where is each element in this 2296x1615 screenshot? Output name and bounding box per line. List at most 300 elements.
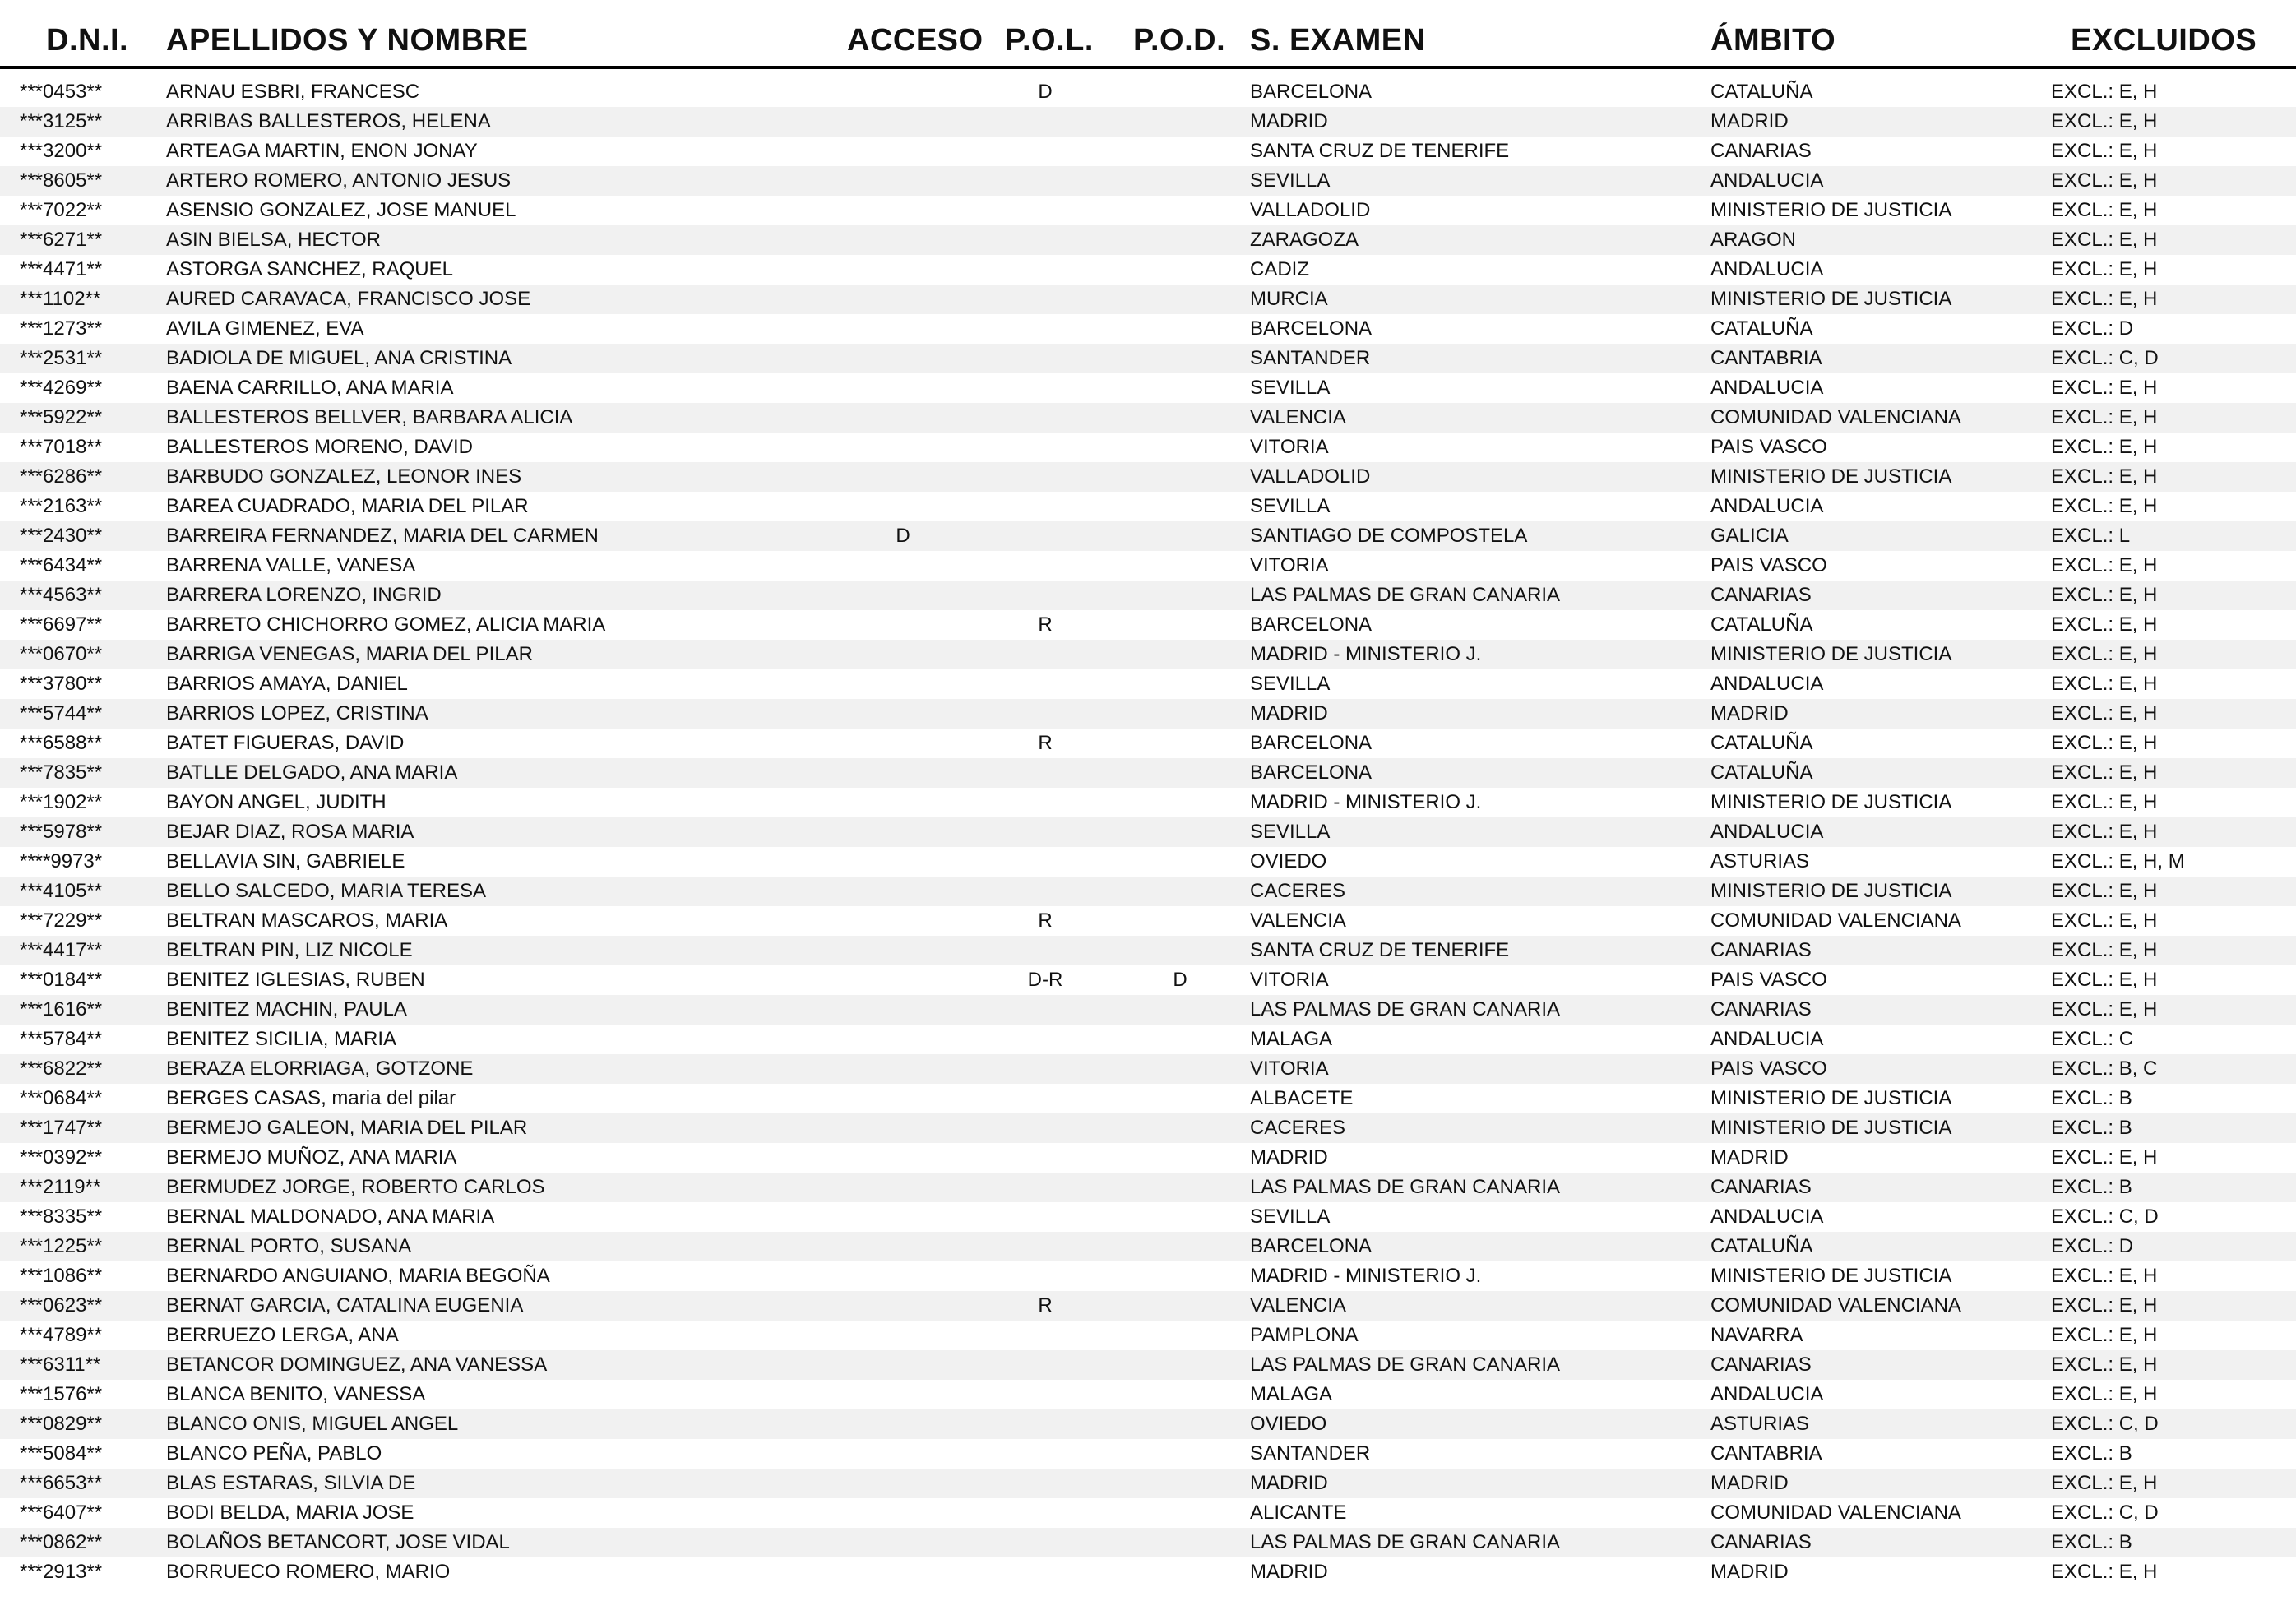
cell-sede: LAS PALMAS DE GRAN CANARIA bbox=[1250, 584, 1560, 606]
cell-name: BERMEJO MUÑOZ, ANA MARIA bbox=[166, 1146, 457, 1168]
cell-pol: D-R bbox=[1027, 969, 1063, 991]
cell-dni: ***1576** bbox=[20, 1383, 103, 1405]
cell-excluidos: EXCL.: E, H bbox=[2051, 643, 2158, 665]
table-row bbox=[0, 965, 2296, 995]
cell-ambito: CANARIAS bbox=[1710, 140, 1812, 162]
table-row bbox=[0, 1261, 2296, 1291]
cell-name: BAYON ANGEL, JUDITH bbox=[166, 791, 387, 813]
table-row bbox=[0, 758, 2296, 788]
cell-name: BENITEZ MACHIN, PAULA bbox=[166, 998, 407, 1020]
cell-name: BERMUDEZ JORGE, ROBERTO CARLOS bbox=[166, 1176, 545, 1198]
cell-dni: ***1747** bbox=[20, 1117, 103, 1139]
cell-excluidos: EXCL.: E, H bbox=[2051, 110, 2158, 132]
cell-name: ASIN BIELSA, HECTOR bbox=[166, 229, 381, 251]
cell-dni: ***0184** bbox=[20, 969, 103, 991]
table-body bbox=[0, 77, 2296, 1587]
cell-excluidos: EXCL.: B bbox=[2051, 1176, 2132, 1198]
cell-ambito: ANDALUCIA bbox=[1710, 169, 1824, 192]
table-row bbox=[0, 610, 2296, 640]
cell-excluidos: EXCL.: C bbox=[2051, 1028, 2134, 1050]
cell-name: BENITEZ SICILIA, MARIA bbox=[166, 1028, 397, 1050]
cell-sede: MURCIA bbox=[1250, 288, 1328, 310]
table-row bbox=[0, 847, 2296, 877]
cell-sede: BARCELONA bbox=[1250, 732, 1373, 754]
table-row bbox=[0, 1084, 2296, 1113]
cell-sede: PAMPLONA bbox=[1250, 1324, 1359, 1346]
cell-ambito: CANARIAS bbox=[1710, 1531, 1812, 1553]
cell-dni: ***3125** bbox=[20, 110, 103, 132]
cell-sede: CADIZ bbox=[1250, 258, 1309, 280]
cell-name: ARRIBAS BALLESTEROS, HELENA bbox=[166, 110, 491, 132]
cell-ambito: CATALUÑA bbox=[1710, 613, 1813, 636]
cell-excluidos: EXCL.: E, H bbox=[2051, 406, 2158, 428]
table-row bbox=[0, 1409, 2296, 1439]
cell-dni: ***7229** bbox=[20, 909, 103, 932]
table-row bbox=[0, 817, 2296, 847]
cell-dni: ***6286** bbox=[20, 465, 103, 488]
table-row bbox=[0, 196, 2296, 225]
cell-name: BARRIOS AMAYA, DANIEL bbox=[166, 673, 408, 695]
table-row bbox=[0, 492, 2296, 521]
cell-ambito: ANDALUCIA bbox=[1710, 821, 1824, 843]
cell-dni: ***6434** bbox=[20, 554, 103, 576]
cell-dni: ***2119** bbox=[20, 1176, 101, 1198]
cell-dni: ***1225** bbox=[20, 1235, 103, 1257]
cell-excluidos: EXCL.: E, H bbox=[2051, 702, 2158, 724]
cell-name: BLAS ESTARAS, SILVIA DE bbox=[166, 1472, 416, 1494]
cell-sede: VITORIA bbox=[1250, 1057, 1329, 1080]
cell-dni: ***7018** bbox=[20, 436, 103, 458]
table-row bbox=[0, 995, 2296, 1025]
cell-dni: ***3780** bbox=[20, 673, 103, 695]
cell-dni: ***4105** bbox=[20, 880, 103, 902]
cell-sede: ALBACETE bbox=[1250, 1087, 1354, 1109]
table-row bbox=[0, 1380, 2296, 1409]
cell-excluidos: EXCL.: E, H bbox=[2051, 199, 2158, 221]
cell-dni: ***1102** bbox=[20, 288, 101, 310]
table-row bbox=[0, 433, 2296, 462]
header-acceso: ACCESO bbox=[847, 23, 984, 58]
cell-excluidos: EXCL.: B bbox=[2051, 1117, 2132, 1139]
cell-sede: SEVILLA bbox=[1250, 377, 1331, 399]
cell-dni: ***6311** bbox=[20, 1354, 101, 1376]
cell-name: BERNAL MALDONADO, ANA MARIA bbox=[166, 1205, 495, 1228]
cell-sede: VALENCIA bbox=[1250, 1294, 1346, 1317]
cell-ambito: COMUNIDAD VALENCIANA bbox=[1710, 1502, 1961, 1524]
cell-excluidos: EXCL.: E, H bbox=[2051, 1383, 2158, 1405]
cell-excluidos: EXCL.: B bbox=[2051, 1442, 2132, 1465]
cell-name: BODI BELDA, MARIA JOSE bbox=[166, 1502, 414, 1524]
cell-sede: BARCELONA bbox=[1250, 1235, 1373, 1257]
cell-sede: VALENCIA bbox=[1250, 406, 1346, 428]
cell-ambito: NAVARRA bbox=[1710, 1324, 1803, 1346]
cell-excluidos: EXCL.: E, H bbox=[2051, 939, 2158, 961]
cell-dni: ***5922** bbox=[20, 406, 103, 428]
cell-excluidos: EXCL.: E, H bbox=[2051, 1146, 2158, 1168]
header-dni: D.N.I. bbox=[46, 23, 129, 58]
cell-dni: ***1086** bbox=[20, 1265, 103, 1287]
table-row bbox=[0, 1469, 2296, 1498]
table-row bbox=[0, 314, 2296, 344]
cell-excluidos: EXCL.: E, H bbox=[2051, 1324, 2158, 1346]
cell-dni: ***6653** bbox=[20, 1472, 103, 1494]
cell-dni: ***4789** bbox=[20, 1324, 103, 1346]
cell-ambito: MADRID bbox=[1710, 1561, 1789, 1583]
cell-dni: ***6697** bbox=[20, 613, 103, 636]
cell-ambito: CATALUÑA bbox=[1710, 761, 1813, 784]
cell-name: BALLESTEROS BELLVER, BARBARA ALICIA bbox=[166, 406, 573, 428]
cell-name: BELTRAN MASCAROS, MARIA bbox=[166, 909, 448, 932]
header-excluidos: EXCLUIDOS bbox=[2071, 23, 2257, 58]
cell-sede: BARCELONA bbox=[1250, 613, 1373, 636]
cell-sede: LAS PALMAS DE GRAN CANARIA bbox=[1250, 1176, 1560, 1198]
cell-sede: MALAGA bbox=[1250, 1028, 1333, 1050]
header-name: APELLIDOS Y NOMBRE bbox=[166, 23, 529, 58]
cell-name: BLANCO PEÑA, PABLO bbox=[166, 1442, 382, 1465]
cell-name: BEJAR DIAZ, ROSA MARIA bbox=[166, 821, 414, 843]
cell-name: BADIOLA DE MIGUEL, ANA CRISTINA bbox=[166, 347, 512, 369]
cell-ambito: COMUNIDAD VALENCIANA bbox=[1710, 1294, 1961, 1317]
cell-pol: R bbox=[1038, 613, 1053, 636]
cell-sede: MADRID - MINISTERIO J. bbox=[1250, 643, 1482, 665]
cell-name: BERNAL PORTO, SUSANA bbox=[166, 1235, 412, 1257]
cell-sede: SANTA CRUZ DE TENERIFE bbox=[1250, 939, 1510, 961]
cell-dni: ***6271** bbox=[20, 229, 103, 251]
cell-dni: ***2430** bbox=[20, 525, 103, 547]
cell-sede: MADRID bbox=[1250, 1472, 1328, 1494]
cell-sede: VITORIA bbox=[1250, 436, 1329, 458]
table-row bbox=[0, 285, 2296, 314]
table-row bbox=[0, 1113, 2296, 1143]
table-row bbox=[0, 107, 2296, 137]
cell-name: BARRERA LORENZO, INGRID bbox=[166, 584, 442, 606]
cell-name: BERMEJO GALEON, MARIA DEL PILAR bbox=[166, 1117, 528, 1139]
table-row bbox=[0, 1202, 2296, 1232]
table-row bbox=[0, 1054, 2296, 1084]
table-row bbox=[0, 373, 2296, 403]
cell-name: ASTORGA SANCHEZ, RAQUEL bbox=[166, 258, 453, 280]
cell-name: BERAZA ELORRIAGA, GOTZONE bbox=[166, 1057, 474, 1080]
cell-excluidos: EXCL.: E, H bbox=[2051, 81, 2158, 103]
cell-dni: ***1273** bbox=[20, 317, 103, 340]
cell-sede: VALLADOLID bbox=[1250, 199, 1371, 221]
cell-name: BAREA CUADRADO, MARIA DEL PILAR bbox=[166, 495, 529, 517]
cell-name: BERRUEZO LERGA, ANA bbox=[166, 1324, 399, 1346]
cell-ambito: ASTURIAS bbox=[1710, 1413, 1810, 1435]
cell-dni: ***4269** bbox=[20, 377, 103, 399]
table-row bbox=[0, 225, 2296, 255]
cell-excluidos: EXCL.: E, H bbox=[2051, 229, 2158, 251]
table-row bbox=[0, 403, 2296, 433]
cell-excluidos: EXCL.: E, H bbox=[2051, 169, 2158, 192]
cell-sede: MALAGA bbox=[1250, 1383, 1333, 1405]
cell-pol: R bbox=[1038, 909, 1053, 932]
cell-excluidos: EXCL.: E, H bbox=[2051, 821, 2158, 843]
cell-excluidos: EXCL.: C, D bbox=[2051, 1205, 2159, 1228]
table-row bbox=[0, 877, 2296, 906]
cell-ambito: CATALUÑA bbox=[1710, 81, 1813, 103]
cell-pol: R bbox=[1038, 732, 1053, 754]
cell-name: ASENSIO GONZALEZ, JOSE MANUEL bbox=[166, 199, 516, 221]
cell-ambito: MINISTERIO DE JUSTICIA bbox=[1710, 880, 1952, 902]
cell-dni: ***6822** bbox=[20, 1057, 103, 1080]
cell-dni: ***0684** bbox=[20, 1087, 103, 1109]
cell-ambito: MINISTERIO DE JUSTICIA bbox=[1710, 1265, 1952, 1287]
cell-ambito: CANARIAS bbox=[1710, 998, 1812, 1020]
table-row bbox=[0, 581, 2296, 610]
cell-excluidos: EXCL.: E, H bbox=[2051, 465, 2158, 488]
table-row bbox=[0, 729, 2296, 758]
cell-name: ARTERO ROMERO, ANTONIO JESUS bbox=[166, 169, 512, 192]
cell-name: BLANCA BENITO, VANESSA bbox=[166, 1383, 426, 1405]
cell-excluidos: EXCL.: E, H bbox=[2051, 1354, 2158, 1376]
cell-name: BENITEZ IGLESIAS, RUBEN bbox=[166, 969, 425, 991]
cell-sede: MADRID bbox=[1250, 1146, 1328, 1168]
header-sede: S. EXAMEN bbox=[1250, 23, 1426, 58]
cell-excluidos: EXCL.: C, D bbox=[2051, 1502, 2159, 1524]
table-row bbox=[0, 1232, 2296, 1261]
cell-ambito: MINISTERIO DE JUSTICIA bbox=[1710, 1087, 1952, 1109]
cell-dni: ***2163** bbox=[20, 495, 103, 517]
cell-name: BAENA CARRILLO, ANA MARIA bbox=[166, 377, 454, 399]
cell-dni: ***0829** bbox=[20, 1413, 103, 1435]
cell-name: BALLESTEROS MORENO, DAVID bbox=[166, 436, 473, 458]
cell-ambito: MINISTERIO DE JUSTICIA bbox=[1710, 288, 1952, 310]
cell-name: BATLLE DELGADO, ANA MARIA bbox=[166, 761, 458, 784]
cell-dni: ***8335** bbox=[20, 1205, 103, 1228]
cell-excluidos: EXCL.: E, H bbox=[2051, 1561, 2158, 1583]
cell-ambito: ANDALUCIA bbox=[1710, 1383, 1824, 1405]
cell-dni: ****9973* bbox=[20, 850, 103, 872]
cell-acceso: D bbox=[896, 525, 910, 547]
cell-ambito: CATALUÑA bbox=[1710, 732, 1813, 754]
cell-name: BERGES CASAS, maria del pilar bbox=[166, 1087, 456, 1109]
cell-excluidos: EXCL.: E, H bbox=[2051, 613, 2158, 636]
cell-excluidos: EXCL.: D bbox=[2051, 1235, 2134, 1257]
cell-ambito: MINISTERIO DE JUSTICIA bbox=[1710, 791, 1952, 813]
cell-ambito: PAIS VASCO bbox=[1710, 436, 1827, 458]
cell-sede: LAS PALMAS DE GRAN CANARIA bbox=[1250, 1531, 1560, 1553]
table-row bbox=[0, 1498, 2296, 1528]
cell-excluidos: EXCL.: E, H bbox=[2051, 140, 2158, 162]
cell-sede: VITORIA bbox=[1250, 554, 1329, 576]
cell-ambito: ANDALUCIA bbox=[1710, 1205, 1824, 1228]
cell-sede: ZARAGOZA bbox=[1250, 229, 1359, 251]
cell-ambito: PAIS VASCO bbox=[1710, 969, 1827, 991]
cell-sede: SANTA CRUZ DE TENERIFE bbox=[1250, 140, 1510, 162]
cell-name: BARBUDO GONZALEZ, LEONOR INES bbox=[166, 465, 522, 488]
cell-dni: ***5084** bbox=[20, 1442, 103, 1465]
cell-ambito: CANTABRIA bbox=[1710, 347, 1822, 369]
table-row bbox=[0, 344, 2296, 373]
cell-ambito: MADRID bbox=[1710, 1146, 1789, 1168]
cell-sede: MADRID bbox=[1250, 110, 1328, 132]
cell-sede: CACERES bbox=[1250, 880, 1346, 902]
cell-name: BERNAT GARCIA, CATALINA EUGENIA bbox=[166, 1294, 524, 1317]
cell-sede: BARCELONA bbox=[1250, 317, 1373, 340]
cell-ambito: PAIS VASCO bbox=[1710, 554, 1827, 576]
cell-excluidos: EXCL.: C, D bbox=[2051, 1413, 2159, 1435]
cell-dni: ***7022** bbox=[20, 199, 103, 221]
cell-sede: MADRID - MINISTERIO J. bbox=[1250, 1265, 1482, 1287]
cell-excluidos: EXCL.: E, H bbox=[2051, 880, 2158, 902]
cell-name: BARRETO CHICHORRO GOMEZ, ALICIA MARIA bbox=[166, 613, 606, 636]
cell-sede: BARCELONA bbox=[1250, 81, 1373, 103]
cell-ambito: PAIS VASCO bbox=[1710, 1057, 1827, 1080]
cell-dni: ***0392** bbox=[20, 1146, 103, 1168]
cell-ambito: MINISTERIO DE JUSTICIA bbox=[1710, 465, 1952, 488]
cell-sede: OVIEDO bbox=[1250, 1413, 1327, 1435]
cell-name: BLANCO ONIS, MIGUEL ANGEL bbox=[166, 1413, 459, 1435]
cell-ambito: MINISTERIO DE JUSTICIA bbox=[1710, 1117, 1952, 1139]
cell-excluidos: EXCL.: E, H bbox=[2051, 732, 2158, 754]
cell-sede: CACERES bbox=[1250, 1117, 1346, 1139]
cell-name: AVILA GIMENEZ, EVA bbox=[166, 317, 364, 340]
cell-name: BARREIRA FERNANDEZ, MARIA DEL CARMEN bbox=[166, 525, 599, 547]
cell-excluidos: EXCL.: E, H, M bbox=[2051, 850, 2185, 872]
cell-sede: ALICANTE bbox=[1250, 1502, 1347, 1524]
cell-dni: ***0453** bbox=[20, 81, 103, 103]
cell-dni: ***6407** bbox=[20, 1502, 103, 1524]
cell-ambito: ANDALUCIA bbox=[1710, 673, 1824, 695]
cell-ambito: ANDALUCIA bbox=[1710, 258, 1824, 280]
cell-ambito: MADRID bbox=[1710, 1472, 1789, 1494]
cell-name: BARRENA VALLE, VANESA bbox=[166, 554, 416, 576]
cell-dni: ***0623** bbox=[20, 1294, 103, 1317]
cell-ambito: MINISTERIO DE JUSTICIA bbox=[1710, 199, 1952, 221]
table-row bbox=[0, 551, 2296, 581]
cell-dni: ***3200** bbox=[20, 140, 103, 162]
cell-excluidos: EXCL.: B bbox=[2051, 1531, 2132, 1553]
cell-excluidos: EXCL.: E, H bbox=[2051, 258, 2158, 280]
header-ambito: ÁMBITO bbox=[1710, 23, 1836, 58]
cell-ambito: COMUNIDAD VALENCIANA bbox=[1710, 406, 1961, 428]
cell-sede: SEVILLA bbox=[1250, 169, 1331, 192]
cell-sede: BARCELONA bbox=[1250, 761, 1373, 784]
cell-excluidos: EXCL.: B bbox=[2051, 1087, 2132, 1109]
cell-sede: MADRID bbox=[1250, 1561, 1328, 1583]
table-row bbox=[0, 77, 2296, 107]
cell-ambito: CANARIAS bbox=[1710, 1354, 1812, 1376]
cell-name: ARTEAGA MARTIN, ENON JONAY bbox=[166, 140, 478, 162]
cell-sede: LAS PALMAS DE GRAN CANARIA bbox=[1250, 1354, 1560, 1376]
cell-sede: SANTANDER bbox=[1250, 1442, 1371, 1465]
cell-dni: ***4417** bbox=[20, 939, 103, 961]
cell-sede: SANTANDER bbox=[1250, 347, 1371, 369]
cell-excluidos: EXCL.: C, D bbox=[2051, 347, 2159, 369]
table-row bbox=[0, 699, 2296, 729]
cell-name: BORRUECO ROMERO, MARIO bbox=[166, 1561, 451, 1583]
cell-name: BARRIGA VENEGAS, MARIA DEL PILAR bbox=[166, 643, 533, 665]
cell-ambito: COMUNIDAD VALENCIANA bbox=[1710, 909, 1961, 932]
table-row bbox=[0, 1350, 2296, 1380]
cell-ambito: MINISTERIO DE JUSTICIA bbox=[1710, 643, 1952, 665]
header-pod: P.O.D. bbox=[1133, 23, 1226, 58]
table-header bbox=[0, 18, 2296, 69]
cell-name: BATET FIGUERAS, DAVID bbox=[166, 732, 405, 754]
cell-excluidos: EXCL.: L bbox=[2051, 525, 2131, 547]
cell-pod: D bbox=[1173, 969, 1187, 991]
cell-dni: ***4563** bbox=[20, 584, 103, 606]
header-pol: P.O.L. bbox=[1005, 23, 1094, 58]
cell-sede: VALLADOLID bbox=[1250, 465, 1371, 488]
table-row bbox=[0, 906, 2296, 936]
cell-ambito: ARAGON bbox=[1710, 229, 1797, 251]
cell-dni: ***5784** bbox=[20, 1028, 103, 1050]
cell-name: BARRIOS LOPEZ, CRISTINA bbox=[166, 702, 428, 724]
cell-name: ARNAU ESBRI, FRANCESC bbox=[166, 81, 420, 103]
cell-name: AURED CARAVACA, FRANCISCO JOSE bbox=[166, 288, 531, 310]
cell-ambito: CATALUÑA bbox=[1710, 1235, 1813, 1257]
table-row bbox=[0, 640, 2296, 669]
cell-ambito: CANARIAS bbox=[1710, 584, 1812, 606]
cell-excluidos: EXCL.: D bbox=[2051, 317, 2134, 340]
cell-sede: SEVILLA bbox=[1250, 1205, 1331, 1228]
cell-name: BOLAÑOS BETANCORT, JOSE VIDAL bbox=[166, 1531, 510, 1553]
cell-ambito: CATALUÑA bbox=[1710, 317, 1813, 340]
cell-dni: ***2913** bbox=[20, 1561, 103, 1583]
cell-sede: VITORIA bbox=[1250, 969, 1329, 991]
cell-excluidos: EXCL.: E, H bbox=[2051, 761, 2158, 784]
cell-dni: ***4471** bbox=[20, 258, 103, 280]
cell-name: BELLO SALCEDO, MARIA TERESA bbox=[166, 880, 487, 902]
table-row bbox=[0, 1025, 2296, 1054]
cell-sede: OVIEDO bbox=[1250, 850, 1327, 872]
cell-excluidos: EXCL.: E, H bbox=[2051, 554, 2158, 576]
cell-dni: ***7835** bbox=[20, 761, 103, 784]
cell-excluidos: EXCL.: E, H bbox=[2051, 288, 2158, 310]
cell-sede: LAS PALMAS DE GRAN CANARIA bbox=[1250, 998, 1560, 1020]
cell-dni: ***0862** bbox=[20, 1531, 103, 1553]
cell-sede: SEVILLA bbox=[1250, 821, 1331, 843]
cell-name: BERNARDO ANGUIANO, MARIA BEGOÑA bbox=[166, 1265, 550, 1287]
table-row bbox=[0, 669, 2296, 699]
cell-dni: ***8605** bbox=[20, 169, 103, 192]
cell-dni: ***1902** bbox=[20, 791, 103, 813]
cell-dni: ***5744** bbox=[20, 702, 103, 724]
cell-pol: R bbox=[1038, 1294, 1053, 1317]
table-row bbox=[0, 462, 2296, 492]
table-row bbox=[0, 1143, 2296, 1173]
cell-excluidos: EXCL.: E, H bbox=[2051, 1472, 2158, 1494]
cell-ambito: CANARIAS bbox=[1710, 1176, 1812, 1198]
cell-excluidos: EXCL.: E, H bbox=[2051, 584, 2158, 606]
cell-excluidos: EXCL.: E, H bbox=[2051, 1294, 2158, 1317]
cell-ambito: ANDALUCIA bbox=[1710, 377, 1824, 399]
table-row bbox=[0, 166, 2296, 196]
table-row bbox=[0, 521, 2296, 551]
cell-ambito: ASTURIAS bbox=[1710, 850, 1810, 872]
cell-name: BETANCOR DOMINGUEZ, ANA VANESSA bbox=[166, 1354, 548, 1376]
cell-excluidos: EXCL.: E, H bbox=[2051, 969, 2158, 991]
cell-sede: SEVILLA bbox=[1250, 673, 1331, 695]
cell-sede: SANTIAGO DE COMPOSTELA bbox=[1250, 525, 1528, 547]
table-row bbox=[0, 936, 2296, 965]
cell-excluidos: EXCL.: E, H bbox=[2051, 791, 2158, 813]
table-row bbox=[0, 788, 2296, 817]
cell-dni: ***0670** bbox=[20, 643, 103, 665]
cell-name: BELLAVIA SIN, GABRIELE bbox=[166, 850, 405, 872]
table-row bbox=[0, 137, 2296, 166]
cell-ambito: MADRID bbox=[1710, 110, 1789, 132]
cell-excluidos: EXCL.: E, H bbox=[2051, 673, 2158, 695]
cell-excluidos: EXCL.: E, H bbox=[2051, 998, 2158, 1020]
cell-excluidos: EXCL.: B, C bbox=[2051, 1057, 2158, 1080]
cell-excluidos: EXCL.: E, H bbox=[2051, 909, 2158, 932]
cell-dni: ***6588** bbox=[20, 732, 103, 754]
cell-ambito: GALICIA bbox=[1710, 525, 1789, 547]
cell-excluidos: EXCL.: E, H bbox=[2051, 436, 2158, 458]
